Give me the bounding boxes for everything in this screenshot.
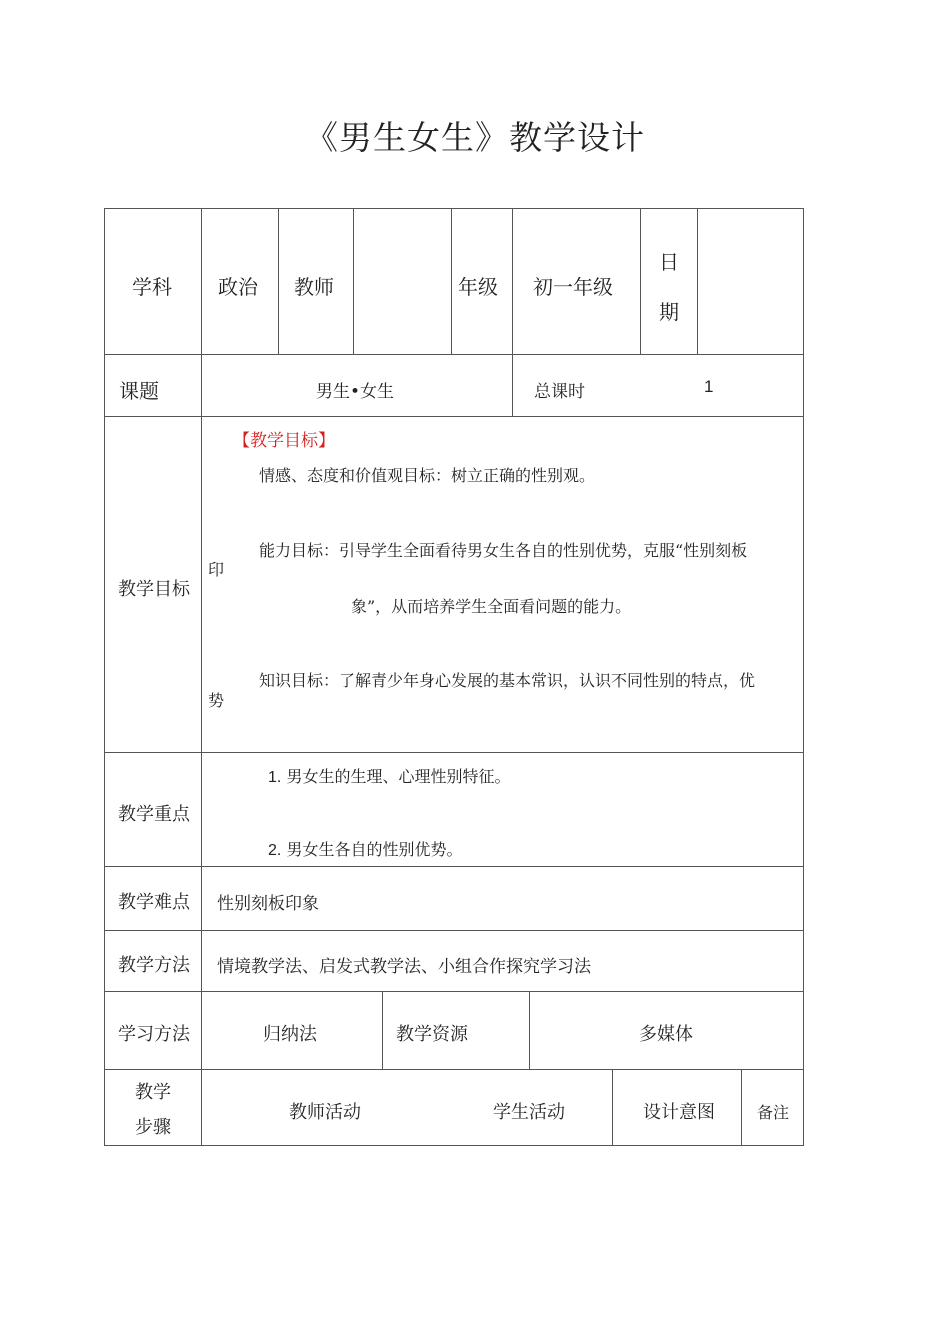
method-label: 教学方法 xyxy=(118,955,190,976)
design-intent-header: 设计意图 xyxy=(643,1102,715,1123)
subject-value: 政治 xyxy=(218,275,258,299)
total-hours-value: 1 xyxy=(704,377,714,396)
difficulty-value: 性别刻板印象 xyxy=(217,894,319,914)
topic-label: 课题 xyxy=(119,379,159,403)
grade-label: 年级 xyxy=(458,275,498,299)
heading-bracket-close: 】 xyxy=(318,431,335,451)
learning-value: 归纳法 xyxy=(263,1024,317,1045)
learning-label: 学习方法 xyxy=(118,1024,190,1045)
date-label-top: 日 xyxy=(659,250,679,274)
teacher-label: 教师 xyxy=(294,275,334,299)
grade-value: 初一年级 xyxy=(533,275,613,299)
date-label-bottom: 期 xyxy=(659,300,679,324)
objective-emotion: 情感、态度和价值观目标：树立正确的性别观。 xyxy=(259,466,596,485)
objective-ability-cont: 象”，从而培养学生全面看问题的能力。 xyxy=(351,597,632,616)
objective-knowledge-wrap: 势 xyxy=(208,691,225,710)
key-point-2 xyxy=(268,837,462,860)
steps-label-bottom: 步骤 xyxy=(135,1117,171,1138)
key-point-1-num: 1. xyxy=(268,769,282,786)
total-hours-label: 总课时 xyxy=(534,382,585,402)
subject-label: 学科 xyxy=(132,275,172,299)
resource-label: 教学资源 xyxy=(396,1024,468,1045)
key-point-2-num: 2. xyxy=(268,842,282,859)
method-value: 情境教学法、启发式教学法、小组合作探究学习法 xyxy=(217,957,591,977)
notes-header: 备注 xyxy=(757,1103,790,1122)
objective-knowledge: 知识目标：了解青少年身心发展的基本常识，认识不同性别的特点，优 xyxy=(259,671,756,690)
student-activity-header: 学生活动 xyxy=(493,1102,565,1123)
teacher-activity-header: 教师活动 xyxy=(289,1102,361,1123)
page-title: 《男生女生》教学设计 xyxy=(305,118,645,157)
objectives-heading xyxy=(233,426,335,451)
heading-bracket-open: 【 xyxy=(233,431,250,451)
heading-text: 教学目标 xyxy=(250,431,318,451)
steps-label-top: 教学 xyxy=(135,1082,171,1103)
topic-value: 男生•女生 xyxy=(316,382,395,402)
key-point-2-text: 男女生各自的性别优势。 xyxy=(286,840,463,859)
key-point-1 xyxy=(268,764,510,787)
objective-ability: 能力目标：引导学生全面看待男女生各自的性别优势，克服“性别刻板 xyxy=(259,541,748,560)
resource-value: 多媒体 xyxy=(639,1024,693,1045)
key-point-1-text: 男女生的生理、心理性别特征。 xyxy=(286,767,511,786)
objectives-label: 教学目标 xyxy=(118,579,190,600)
key-points-label: 教学重点 xyxy=(118,804,190,825)
difficulty-label: 教学难点 xyxy=(118,892,190,913)
objective-ability-wrap: 印 xyxy=(208,560,225,579)
